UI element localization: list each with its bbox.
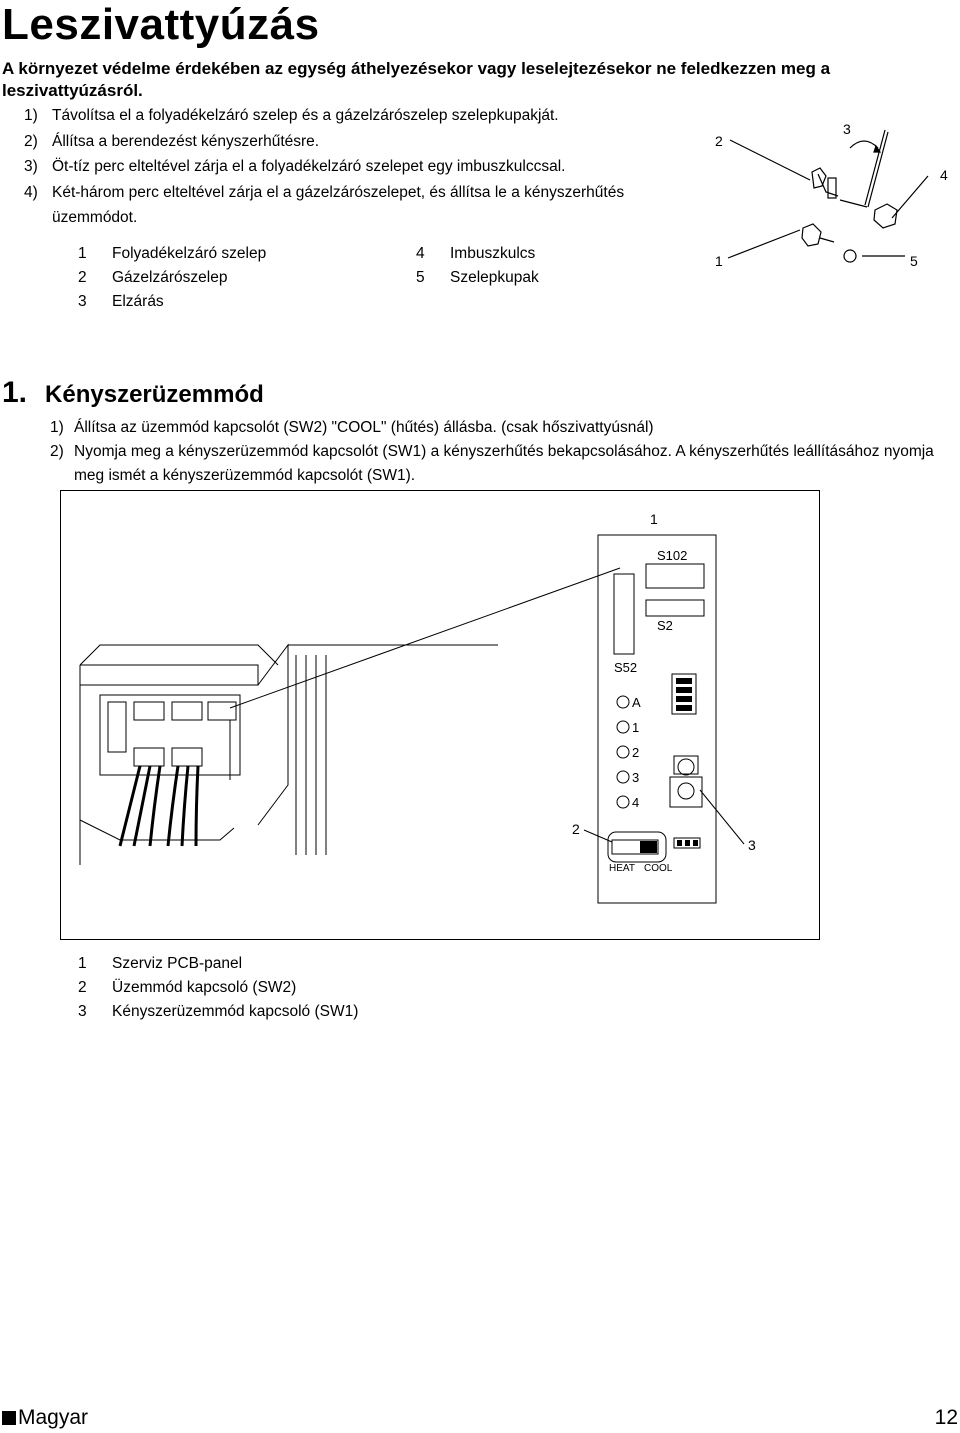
legend-number: 1 [78, 955, 87, 972]
step-item [24, 180, 684, 231]
legend-number: 5 [416, 269, 425, 286]
pcb-callout-2: 2 [572, 821, 580, 837]
dip-switch-lever [676, 687, 692, 693]
sw1-button [678, 783, 694, 799]
valve-legend-right [414, 242, 539, 290]
s52-label: S52 [614, 660, 638, 675]
sw2-switch-knob [640, 841, 657, 853]
section-title: Kényszerüzemmód [45, 381, 264, 408]
legend-text: Szelepkupak [450, 269, 539, 286]
pumpdown-steps [24, 103, 684, 231]
footer-language [2, 1406, 88, 1430]
jumper-pin [693, 840, 698, 846]
led-label: A [632, 695, 641, 710]
gas-valve-drawing [730, 130, 928, 228]
legend-text: Gázelzárószelep [112, 269, 228, 286]
figure-frame [61, 491, 820, 940]
step-text: Állítsa a berendezést kényszerhűtésre. [52, 132, 320, 150]
heat-label: HEAT [609, 863, 635, 874]
led-label: 1 [632, 720, 640, 735]
jumper-pin [677, 840, 682, 846]
sw1-button-base [670, 777, 702, 807]
step-text: Állítsa az üzemmód kapcsolót (SW2) "COOL" (hűtés) állásba. (csak hőszivattyúsnál) [74, 419, 654, 436]
sw1-button-top [678, 759, 694, 775]
figure1-label-3: 3 [843, 121, 851, 137]
step-item [24, 103, 684, 129]
s102-connector [646, 564, 704, 588]
legend-number: 3 [78, 1003, 87, 1020]
pcb-callout-3: 3 [748, 837, 756, 853]
dip-switch-lever [676, 696, 692, 702]
step-text: Két-három perc elteltével zárja el a gázelzárószelepet, és állítsa le a kényszerhűtés üzemmódot. [52, 183, 625, 226]
valve-legend-left [76, 242, 266, 314]
figure1-label-4: 4 [940, 167, 948, 183]
legend-row [414, 242, 539, 266]
step-number: 3) [24, 158, 38, 175]
step-number: 2) [50, 443, 64, 460]
step-text: Öt-tíz perc elteltével zárja el a folyadékelzáró szelepet egy imbuszkulccsal. [52, 158, 566, 175]
s102-label: S102 [657, 548, 688, 563]
legend-number: 2 [78, 979, 87, 996]
led-1 [617, 721, 629, 733]
legend-text: Imbuszkulcs [450, 245, 536, 262]
cool-label: COOL [644, 863, 673, 874]
step-item [24, 154, 684, 180]
dip-switch-lever [676, 705, 692, 711]
legend-text: Szerviz PCB-panel [112, 955, 243, 972]
legend-row [78, 952, 358, 976]
figure1-label-2: 2 [715, 133, 723, 149]
liquid-valve-drawing [728, 224, 905, 262]
callout-3-line [700, 790, 744, 844]
legend-text: Üzemmód kapcsoló (SW2) [112, 979, 297, 996]
step-number: 2) [24, 132, 38, 150]
legend-text: Folyadékelzáró szelep [112, 245, 267, 262]
step-number: 1) [50, 419, 64, 436]
sw2-switch-frame [608, 832, 666, 862]
legend-number: 3 [78, 293, 87, 310]
legend-row [76, 290, 266, 314]
intro-text: A környezet védelme érdekében az egység áthelyezésekor vagy leselejtezésekor ne feledkezzen meg a leszivattyúzásról. [2, 59, 831, 100]
legend-row [414, 266, 539, 290]
valve-figure [700, 110, 960, 280]
led-label: 4 [632, 795, 640, 810]
dip-switch-lever [676, 678, 692, 684]
led-a [617, 696, 629, 708]
step-text: Nyomja meg a kényszerüzemmód kapcsolót (SW1) a kényszerhűtés bekapcsolásához. A kényszerhűtés leállításához nyomja meg ismét a kényszerüzemmód kapcsolót (SW1). [74, 443, 934, 484]
pcb-callout-1: 1 [650, 511, 658, 527]
forced-mode-steps [50, 416, 950, 488]
legend-row [78, 976, 358, 1000]
legend-row [76, 266, 266, 290]
step-item [50, 416, 950, 440]
figure1-label-5: 5 [910, 253, 918, 269]
legend-text: Kényszerüzemmód kapcsoló (SW1) [112, 1003, 359, 1020]
led-3 [617, 771, 629, 783]
legend-row [76, 242, 266, 266]
page-title: Leszivattyúzás [2, 0, 320, 49]
legend-row [78, 1000, 358, 1024]
section-number: 1. [2, 376, 28, 409]
legend-number: 4 [416, 245, 425, 262]
page-number: 12 [934, 1406, 958, 1429]
outdoor-unit-drawing [80, 645, 498, 865]
pcb-figure [60, 490, 820, 940]
footer-language-label: Magyar [18, 1406, 89, 1429]
led-label: 2 [632, 745, 640, 760]
figure1-label-1: 1 [715, 253, 723, 269]
section-heading [2, 374, 264, 416]
led-label: 3 [632, 770, 640, 785]
led-4 [617, 796, 629, 808]
legend-text: Elzárás [112, 293, 164, 310]
legend-number: 1 [78, 245, 87, 262]
step-item [50, 440, 950, 488]
footer-square-icon [2, 1411, 16, 1425]
step-number: 4) [24, 183, 38, 201]
step-number: 1) [24, 107, 38, 124]
pcb-callout-line [230, 568, 620, 708]
led-2 [617, 746, 629, 758]
step-item [24, 129, 684, 155]
pcb-legend [78, 952, 358, 1024]
s2-connector [646, 600, 704, 616]
s2-label: S2 [657, 618, 673, 633]
step-text: Távolítsa el a folyadékelzáró szelep és a gázelzárószelep szelepkupakját. [52, 107, 559, 124]
jumper-pin [685, 840, 690, 846]
s52-connector [614, 574, 634, 654]
legend-number: 2 [78, 269, 87, 286]
